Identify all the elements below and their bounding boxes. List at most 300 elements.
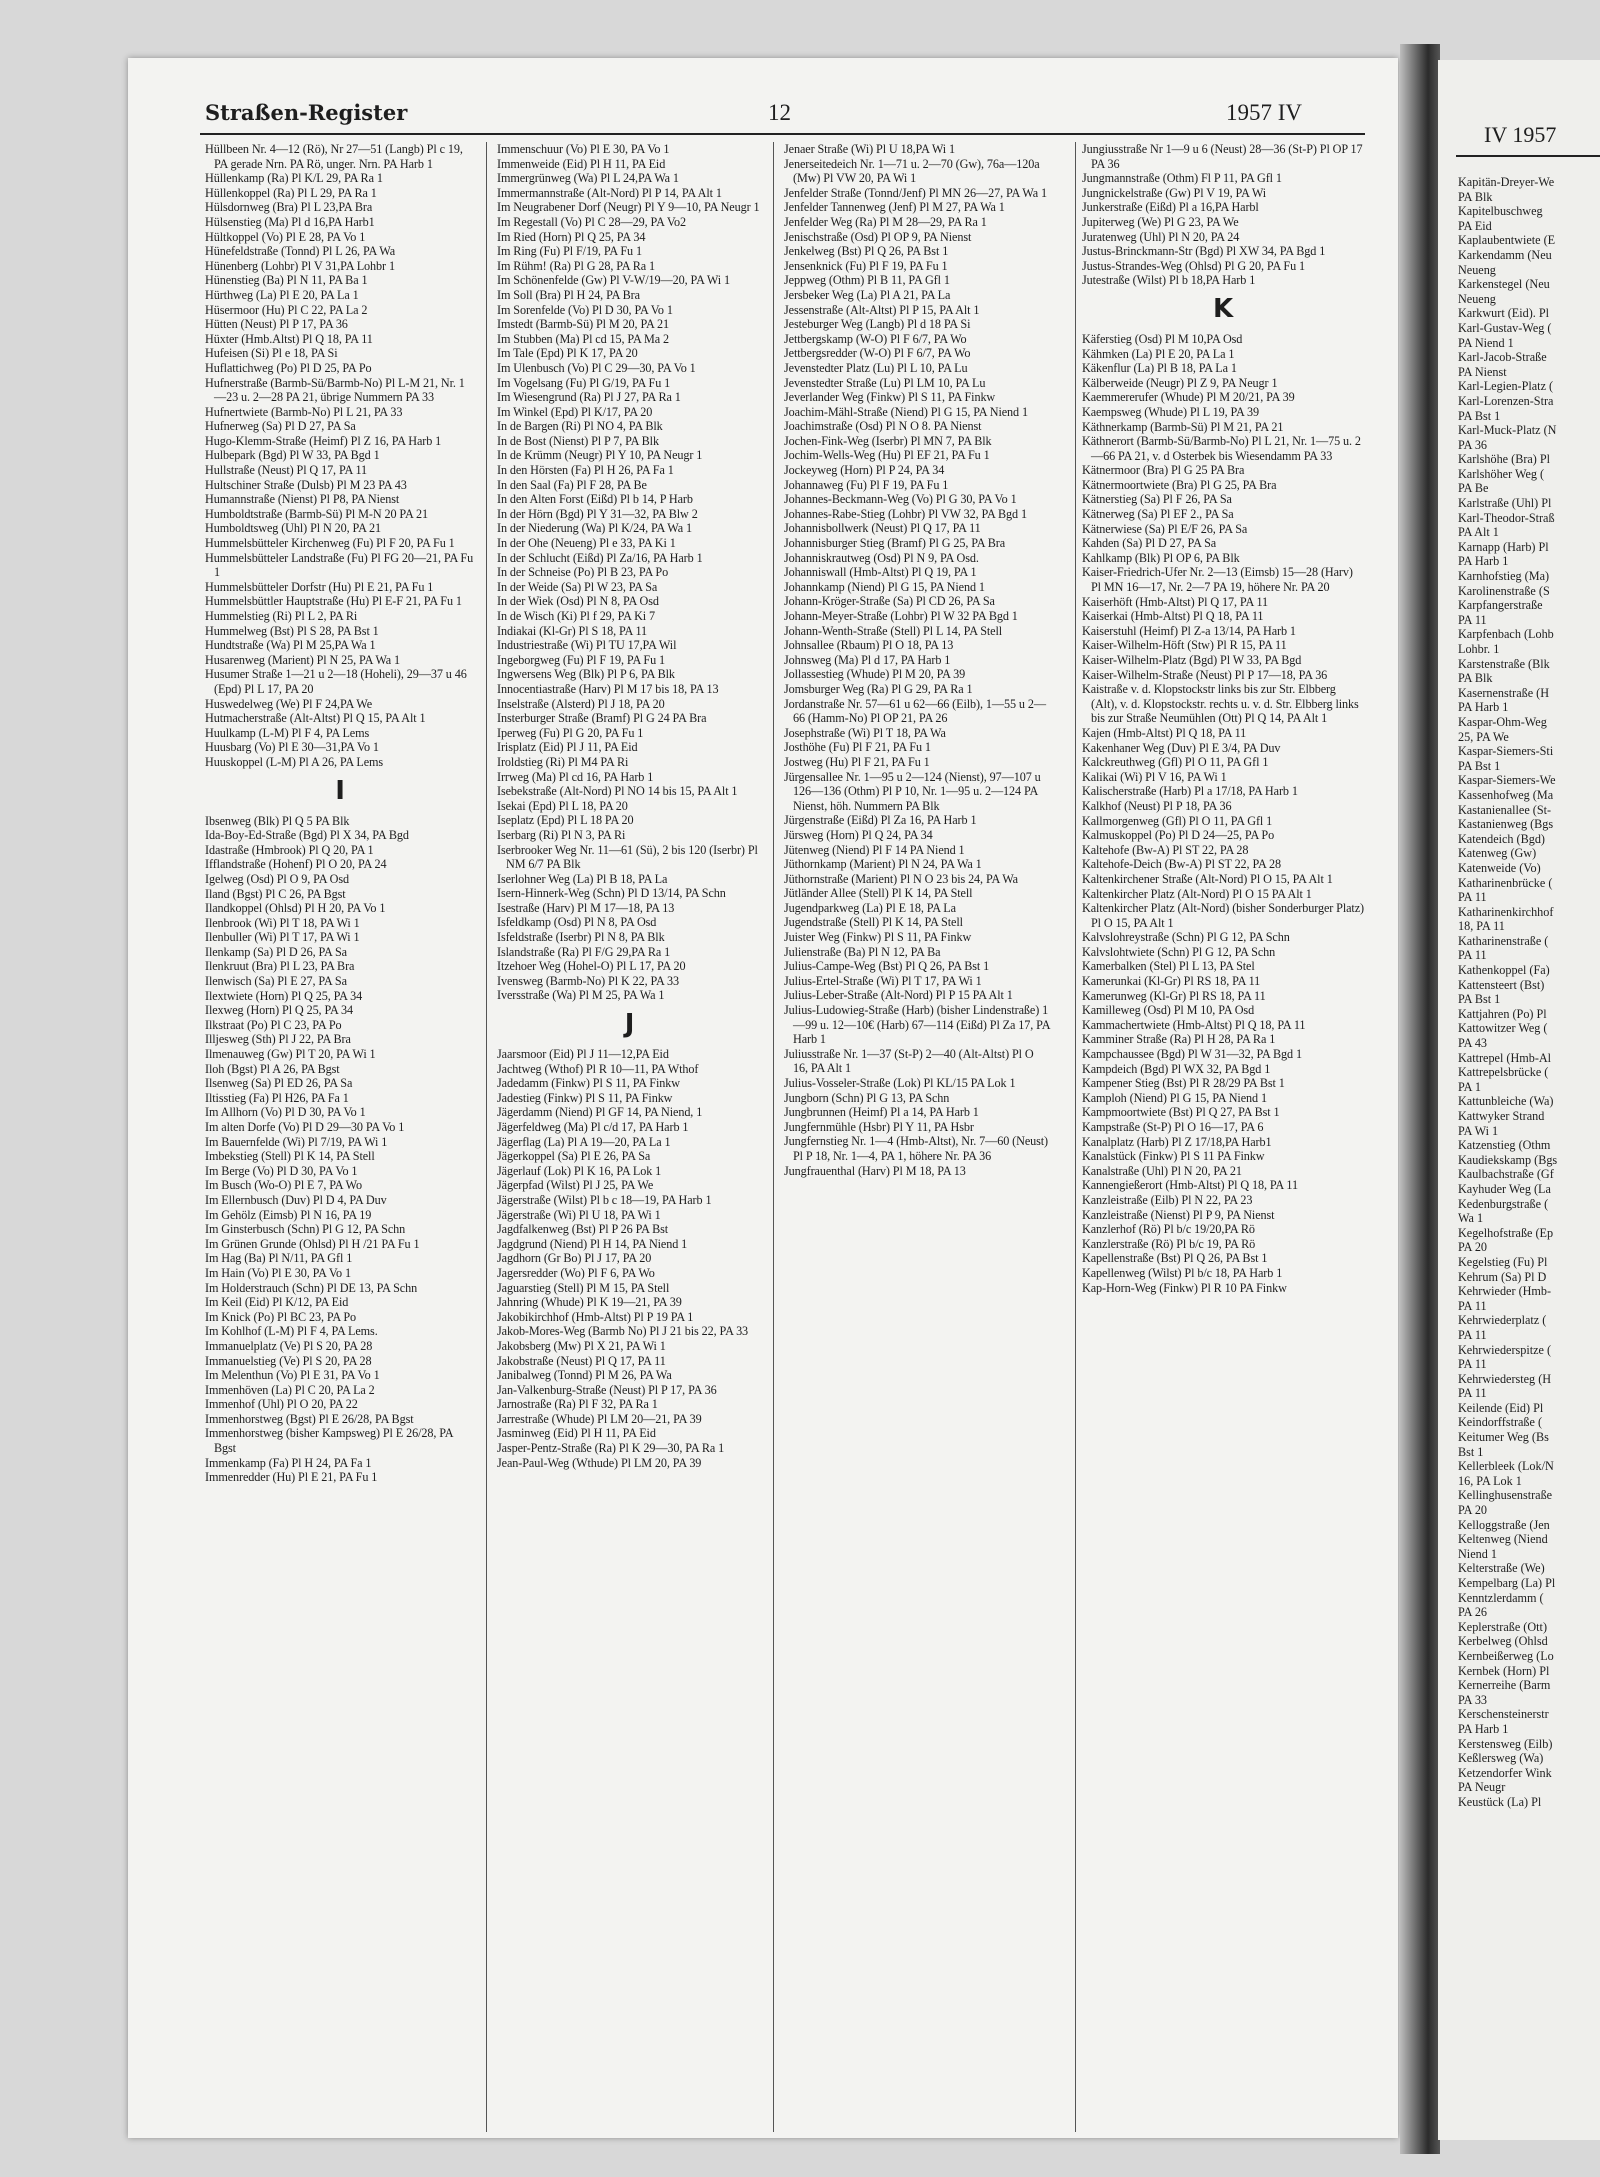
street-entry: Joachimstraße (Osd) Pl N O 8. PA Nienst <box>784 419 982 434</box>
street-entry: In de Bost (Nienst) Pl P 7, PA Blk <box>497 433 659 448</box>
street-entry-fragment: Kenntzlerdamm ( <box>1458 1590 1544 1605</box>
street-entry: Käkenflur (La) Pl B 18, PA La 1 <box>1082 361 1237 376</box>
street-entry: Huusbarg (Vo) Pl E 30—31,PA Vo 1 <box>205 740 379 755</box>
street-entry: Jenfelder Weg (Ra) Pl M 28—29, PA Ra 1 <box>784 214 987 229</box>
street-entry-fragment: PA 26 <box>1458 1605 1488 1620</box>
street-entry: Jaarsmoor (Eid) Pl J 11—12,PA Eid <box>497 1047 669 1062</box>
street-entry: Jenischstraße (Osd) Pl OP 9, PA Nienst <box>784 229 972 244</box>
street-entry: Idastraße (Hmbrook) Pl Q 20, PA 1 <box>205 842 374 857</box>
street-entry: Ilkstraat (Po) Pl C 23, PA Po <box>205 1017 342 1032</box>
street-entry: Johannisbollwerk (Neust) Pl Q 17, PA 11 <box>784 521 981 536</box>
street-entry-fragment: Keindorffstraße ( <box>1458 1415 1543 1430</box>
street-entry: Jersbeker Weg (La) Pl A 21, PA La <box>784 287 951 302</box>
street-entry: Immenschuur (Vo) Pl E 30, PA Vo 1 <box>497 142 670 156</box>
street-entry: Kaltenkircher Platz (Alt-Nord) Pl O 15 PA Alt 1 <box>1082 886 1312 901</box>
street-entry: Hullstraße (Neust) Pl Q 17, PA 11 <box>205 463 368 478</box>
street-entry: Kalkhof (Neust) Pl P 18, PA 36 <box>1082 798 1232 813</box>
street-entry: Im Hag (Ba) Pl N/11, PA Gfl 1 <box>205 1251 353 1266</box>
street-entry: Im Holderstrauch (Schn) Pl DE 13, PA Schn <box>205 1280 418 1295</box>
street-entry: Humannstraße (Nienst) Pl P8, PA Nienst <box>205 492 400 507</box>
street-entry-fragment: Kaplaubentwiete (E <box>1458 233 1556 248</box>
street-entry: Kaltenkirchener Straße (Alt-Nord) Pl O 15, PA Alt 1 <box>1082 871 1333 886</box>
street-entry: Ivensweg (Barmb-No) Pl K 22, PA 33 <box>497 973 679 988</box>
street-entry: Im Vogelsang (Fu) Pl G/19, PA Fu 1 <box>497 375 671 390</box>
street-entry-fragment: Kehrwieder (Hmb- <box>1458 1284 1552 1299</box>
street-entry: Humboldtsweg (Uhl) Pl N 20, PA 21 <box>205 521 382 536</box>
street-entry: In den Hörsten (Fa) Pl H 26, PA Fa 1 <box>497 463 674 478</box>
street-entry-fragment: Neueng <box>1458 291 1496 306</box>
street-entry: Huflattichweg (Po) Pl D 25, PA Po <box>205 360 372 375</box>
street-entry: Kätnerwiese (Sa) Pl E/F 26, PA Sa <box>1082 521 1248 536</box>
street-entry-fragment: PA 36 <box>1458 437 1488 452</box>
street-entry-fragment: Kastanienallee (St- <box>1458 802 1552 817</box>
street-entry: Kälberweide (Neugr) Pl Z 9, PA Neugr 1 <box>1082 375 1278 390</box>
street-entry: Ilexweg (Horn) Pl Q 25, PA 34 <box>205 1003 353 1018</box>
street-entry: Im Grünen Grunde (Ohlsd) Pl H /21 PA Fu 1 <box>205 1236 420 1251</box>
street-entry-fragment: Karolinenstraße (S <box>1458 583 1550 598</box>
street-entry: Igelweg (Osd) Pl O 9, PA Osd <box>205 871 350 886</box>
street-entry: In der Weide (Sa) Pl W 23, PA Sa <box>497 579 658 594</box>
street-entry: Im Sorenfelde (Vo) Pl D 30, PA Vo 1 <box>497 302 673 317</box>
street-entry: Hultschiner Straße (Dulsb) Pl M 23 PA 43 <box>205 477 407 492</box>
street-entry-fragment: Kattwyker Strand <box>1458 1109 1545 1123</box>
street-entry: Jutestraße (Wilst) Pl b 18,PA Harb 1 <box>1082 273 1256 288</box>
street-entry: Isern-Hinnerk-Weg (Schn) Pl D 13/14, PA Schn <box>497 886 726 901</box>
street-entry: Jungnickelstraße (Gw) Pl V 19, PA Wi <box>1082 185 1267 200</box>
street-entry: Kapellenweg (Wilst) Pl b/c 18, PA Harb 1 <box>1082 1265 1283 1280</box>
street-entry: Jüthornkamp (Marient) Pl N 24, PA Wa 1 <box>784 857 982 872</box>
street-entry-fragment: Keltenweg (Niend <box>1458 1532 1548 1547</box>
street-entry: Immanuelplatz (Ve) Pl S 20, PA 28 <box>205 1338 373 1353</box>
street-entry: Im Wiesengrund (Ra) Pl J 27, PA Ra 1 <box>497 390 681 405</box>
street-entry-fragment: Keßlersweg (Wa) <box>1458 1751 1544 1766</box>
street-entry-fragment: Karl-Jacob-Straße <box>1458 350 1547 365</box>
street-entry: Ilextwiete (Horn) Pl Q 25, PA 34 <box>205 988 363 1003</box>
street-entry-fragment: PA 11 <box>1458 1357 1487 1372</box>
street-entry: Jakobikirchhof (Hmb-Altst) Pl P 19 PA 1 <box>497 1309 694 1324</box>
street-entry-fragment: Kernbek (Horn) Pl <box>1458 1663 1550 1678</box>
street-entry: Kalckreuthweg (Gfl) Pl O 11, PA Gfl 1 <box>1082 755 1269 770</box>
street-entry: Imstedt (Barmb-Sü) Pl M 20, PA 21 <box>497 317 669 332</box>
street-entry: In der Ohe (Neueng) Pl e 33, PA Ki 1 <box>497 536 676 551</box>
right-page <box>1438 60 1600 2140</box>
street-entry: Hüsermoor (Hu) Pl C 22, PA La 2 <box>205 302 368 317</box>
street-entry: Jenerseitedeich Nr. 1—71 u. 2—70 (Gw), 76a—120a (Mw) Pl VW 20, PA Wi 1 <box>784 156 1040 186</box>
street-entry: Jupiterweg (We) Pl G 23, PA We <box>1082 214 1239 229</box>
street-entry: Jugendparkweg (La) Pl E 18, PA La <box>784 900 956 915</box>
column-divider <box>486 142 487 2132</box>
street-entry-fragment: PA Blk <box>1458 189 1493 204</box>
street-entry: Kanzlerstraße (Rö) Pl b/c 19, PA Rö <box>1082 1236 1256 1251</box>
street-entry-fragment: Karlstraße (Uhl) Pl <box>1458 496 1552 511</box>
street-entry: Immenkamp (Fa) Pl H 24, PA Fa 1 <box>205 1455 372 1470</box>
street-entry: Jevenstedter Straße (Lu) Pl LM 10, PA Lu <box>784 375 986 390</box>
street-entry: Johanniswall (Hmb-Altst) Pl Q 19, PA 1 <box>784 565 977 580</box>
street-entry: Hütten (Neust) Pl P 17, PA 36 <box>205 317 348 332</box>
street-entry-fragment: Kegelstieg (Fu) Pl <box>1458 1254 1548 1269</box>
street-entry: Im Ring (Fu) Pl F/19, PA Fu 1 <box>497 244 642 259</box>
street-entry: Jürgensallee Nr. 1—95 u 2—124 (Nienst), 97—107 u 126—136 (Othm) Pl P 10, Nr. 1—95 u. 2—124 PA Nienst, höh. Nummern PA Blk <box>784 769 1041 813</box>
street-entry-fragment: Ketzendorfer Wink <box>1458 1765 1552 1780</box>
street-entry-fragment: Keplerstraße (Ott) <box>1458 1619 1547 1634</box>
street-entry-fragment: Keitumer Weg (Bs <box>1458 1430 1549 1445</box>
street-entry: Iloh (Bgst) Pl A 26, PA Bgst <box>205 1061 340 1076</box>
street-entry: In de Krümm (Neugr) Pl Y 10, PA Neugr 1 <box>497 448 703 463</box>
street-entry: Kalvslohtwiete (Schn) Pl G 12, PA Schn <box>1082 944 1276 959</box>
street-entry: Ingwersens Weg (Blk) Pl P 6, PA Blk <box>497 667 675 682</box>
street-entry: Im Melenthun (Vo) Pl E 31, PA Vo 1 <box>205 1368 380 1383</box>
street-entry: Im Ellernbusch (Duv) Pl D 4, PA Duv <box>205 1192 387 1207</box>
street-entry-fragment: Karl-Lorenzen-Stra <box>1458 393 1554 408</box>
register-column-2 <box>497 142 762 1470</box>
street-entry: Joachim-Mähl-Straße (Niend) Pl G 15, PA Niend 1 <box>784 404 1028 419</box>
street-entry: Jagersredder (Wo) Pl F 6, PA Wo <box>497 1265 655 1280</box>
street-entry: Irisplatz (Eid) Pl J 11, PA Eid <box>497 740 638 755</box>
street-entry: Iroldstieg (Ri) Pl M4 PA Ri <box>497 754 629 769</box>
street-entry: Jakobsberg (Mw) Pl X 21, PA Wi 1 <box>497 1338 666 1353</box>
street-entry: In den Saal (Fa) Pl F 28, PA Be <box>497 477 647 492</box>
street-entry: In den Alten Forst (Eißd) Pl b 14, P Harb <box>497 492 693 507</box>
street-entry: Jenaer Straße (Wi) Pl U 18,PA Wi 1 <box>784 142 955 156</box>
street-entry: Jettbergskamp (W-O) Pl F 6/7, PA Wo <box>784 331 967 346</box>
street-entry: Hüllenkamp (Ra) Pl K/L 29, PA Ra 1 <box>205 171 383 186</box>
street-entry-fragment: Katharinenkirchhof <box>1458 904 1554 919</box>
street-entry: Kajen (Hmb-Altst) Pl Q 18, PA 11 <box>1082 725 1247 740</box>
street-entry: Jungborn (Schn) Pl G 13, PA Schn <box>784 1090 950 1105</box>
street-entry: Immenweide (Eid) Pl H 11, PA Eid <box>497 156 666 171</box>
street-entry: Hüllbeen Nr. 4—12 (Rö), Nr 27—51 (Langb) Pl c 19, PA gerade Nrn. PA Rö, unger. Nrn. PA Harb 1 <box>205 142 463 171</box>
column-divider <box>773 142 774 2132</box>
street-entry: Industriestraße (Wi) Pl TU 17,PA Wil <box>497 638 677 653</box>
street-entry: Jungfernmühle (Hsbr) Pl Y 11, PA Hsbr <box>784 1119 974 1134</box>
street-entry: Jägerfeldweg (Ma) Pl c/d 17, PA Harb 1 <box>497 1120 689 1134</box>
street-entry: Jagdfalkenweg (Bst) Pl P 26 PA Bst <box>497 1222 669 1237</box>
street-entry: Immermannstraße (Alt-Nord) Pl P 14, PA Alt 1 <box>497 185 722 200</box>
street-entry: Kampstraße (St-P) Pl O 16—17, PA 6 <box>1082 1120 1264 1134</box>
street-entry: Kaiserstuhl (Heimf) Pl Z-a 13/14, PA Harb 1 <box>1082 623 1296 638</box>
street-entry: Käferstieg (Osd) Pl M 10,PA Osd <box>1082 331 1243 346</box>
street-entry-fragment: PA Blk <box>1458 671 1493 686</box>
street-entry: Johannes-Beckmann-Weg (Vo) Pl G 30, PA Vo 1 <box>784 492 1017 507</box>
street-entry-fragment: Katharinenstraße ( <box>1458 933 1549 948</box>
street-entry: Jungiusstraße Nr 1—9 u 6 (Neust) 28—36 (St-P) Pl OP 17 PA 36 <box>1082 142 1363 171</box>
street-entry: Kaiser-Wilhelm-Höft (Stw) Pl R 15, PA 11 <box>1082 638 1287 653</box>
street-entry: Hummelsbüttler Hauptstraße (Hu) Pl E-F 21, PA Fu 1 <box>205 594 462 609</box>
street-entry-fragment: PA Bst 1 <box>1458 408 1501 423</box>
street-entry: Im Rühm! (Ra) Pl G 28, PA Ra 1 <box>497 258 656 273</box>
street-entry: In de Wisch (Ki) Pl f 29, PA Ki 7 <box>497 609 656 623</box>
street-entry-fragment: Kaspar-Siemers-Sti <box>1458 744 1554 759</box>
street-entry-fragment: Karstenstraße (Blk <box>1458 656 1550 671</box>
street-entry-fragment: Kedenburgstraße ( <box>1458 1196 1549 1211</box>
street-entry: Jütländer Allee (Stell) Pl K 14, PA Stell <box>784 886 973 901</box>
register-column-4 <box>1082 142 1364 1295</box>
street-entry: Jeppweg (Othm) Pl B 11, PA Gfl 1 <box>784 273 950 288</box>
street-entry: Justus-Brinckmann-Str (Bgd) Pl XW 34, PA Bgd 1 <box>1082 244 1326 259</box>
street-entry: Im Bauernfelde (Wi) Pl 7/19, PA Wi 1 <box>205 1134 388 1149</box>
street-entry-fragment: PA Wi 1 <box>1458 1123 1499 1138</box>
street-entry: Hulbepark (Bgd) Pl W 33, PA Bgd 1 <box>205 448 380 463</box>
street-entry: Hummelstieg (Ri) Pl L 2, PA Ri <box>205 609 358 623</box>
street-entry: Kampchaussee (Bgd) Pl W 31—32, PA Bgd 1 <box>1082 1047 1302 1062</box>
street-entry: Julius-Ertel-Straße (Wi) Pl T 17, PA Wi 1 <box>784 973 982 988</box>
street-entry-fragment: Kellerbleek (Lok/N <box>1458 1459 1554 1474</box>
street-entry: Iseplatz (Epd) Pl L 18 PA 20 <box>497 813 634 828</box>
street-entry: Im alten Dorfe (Vo) Pl D 29—30 PA Vo 1 <box>205 1120 405 1134</box>
street-entry: Jagdgrund (Niend) Pl H 14, PA Niend 1 <box>497 1236 688 1251</box>
street-entry: Jakobstraße (Neust) Pl Q 17, PA 11 <box>497 1353 666 1368</box>
street-entry-fragment: Kayhuder Weg (La <box>1458 1181 1551 1196</box>
street-entry: Kallmorgenweg (Gfl) Pl O 11, PA Gfl 1 <box>1082 813 1273 828</box>
street-entry-fragment: Neueng <box>1458 262 1496 277</box>
street-entry-fragment: PA Harb 1 <box>1458 1721 1509 1736</box>
street-entry: Iversstraße (Wa) Pl M 25, PA Wa 1 <box>497 988 665 1003</box>
street-entry: Käthnerkamp (Barmb-Sü) Pl M 21, PA 21 <box>1082 419 1284 434</box>
street-entry: Inselstraße (Alsterd) Pl J 18, PA 20 <box>497 696 665 711</box>
street-entry-fragment: PA Bst 1 <box>1458 758 1501 773</box>
street-entry: Ilsenweg (Sa) Pl ED 26, PA Sa <box>205 1076 353 1091</box>
street-entry-fragment: Kehrwiederplatz ( <box>1458 1313 1547 1328</box>
street-entry: Jugendstraße (Stell) Pl K 14, PA Stell <box>784 915 963 930</box>
street-entry-fragment: Keustück (La) Pl <box>1458 1794 1542 1809</box>
street-entry: Hünefeldstraße (Tonnd) Pl L 26, PA Wa <box>205 244 396 259</box>
street-entry-fragment: Kattensteert (Bst) <box>1458 977 1545 992</box>
street-entry-fragment: Wa 1 <box>1458 1211 1484 1226</box>
street-entry: Johannaweg (Fu) Pl F 19, PA Fu 1 <box>784 477 949 492</box>
street-entry: Kätnermoortwiete (Bra) Pl G 25, PA Bra <box>1082 477 1277 492</box>
street-entry: Hülsenstieg (Ma) Pl d 16,PA Harb1 <box>205 214 375 229</box>
street-entry: Julius-Ludowieg-Straße (Harb) (bisher Lindenstraße) 1—99 u. 12—10€ (Harb) 67—114 (Eißd) Pl Za 17, PA Harb 1 <box>784 1003 1050 1047</box>
street-entry-fragment: Katharinenbrücke ( <box>1458 875 1553 890</box>
street-entry: Kanzlerhof (Rö) Pl b/c 19/20,PA Rö <box>1082 1222 1255 1237</box>
street-entry-fragment: 25, PA We <box>1458 729 1509 744</box>
right-header-rule <box>1456 155 1600 157</box>
street-entry-fragment: Karkwurt (Eid). Pl <box>1458 306 1550 321</box>
street-entry: Im Gehölz (Eimsb) Pl N 16, PA 19 <box>205 1207 372 1222</box>
street-entry: Jürsweg (Horn) Pl Q 24, PA 34 <box>784 827 933 842</box>
street-entry: Im Busch (Wo-O) Pl E 7, PA Wo <box>205 1178 362 1193</box>
street-entry: Justus-Strandes-Weg (Ohlsd) Pl G 20, PA Fu 1 <box>1082 258 1306 273</box>
street-entry: Hundtstraße (Wa) Pl M 25,PA Wa 1 <box>205 638 376 653</box>
street-entry: Josthöhe (Fu) Pl F 21, PA Fu 1 <box>784 740 931 755</box>
street-entry: Immanuelstieg (Ve) Pl S 20, PA 28 <box>205 1353 372 1368</box>
street-entry-fragment: Kapitän-Dreyer-We <box>1458 175 1555 189</box>
street-entry: Isebekstraße (Alt-Nord) Pl NO 14 bis 15, PA Alt 1 <box>497 784 738 799</box>
street-entry-fragment: PA Niend 1 <box>1458 335 1514 350</box>
street-entry: Jägerstraße (Wilst) Pl b c 18—19, PA Harb 1 <box>497 1192 712 1207</box>
street-entry: Jettbergsredder (W-O) Pl F 6/7, PA Wo <box>784 346 971 361</box>
street-entry: Jean-Paul-Weg (Wthude) Pl LM 20, PA 39 <box>497 1455 702 1470</box>
book-gutter <box>1400 44 1440 2154</box>
street-entry: Kaiser-Friedrich-Ufer Nr. 2—13 (Eimsb) 15—28 (Harv) Pl MN 16—17, Nr. 2—7 PA 19, höhere Nr. PA 20 <box>1082 565 1353 595</box>
street-entry: Iland (Bgst) Pl C 26, PA Bgst <box>205 886 346 901</box>
street-entry: Ibsenweg (Blk) Pl Q 5 PA Blk <box>205 813 350 828</box>
column-divider <box>1075 142 1076 2132</box>
street-entry: Im Hain (Vo) Pl E 30, PA Vo 1 <box>205 1265 351 1280</box>
street-entry: Huswedelweg (We) Pl F 24,PA We <box>205 696 373 711</box>
street-entry: Johann-Meyer-Straße (Lohbr) Pl W 32 PA Bgd 1 <box>784 609 1018 623</box>
street-entry-fragment: Karl-Theodor-Straß <box>1458 510 1555 525</box>
street-entry: Insterburger Straße (Bramf) Pl G 24 PA Bra <box>497 711 707 726</box>
street-entry: Jütenweg (Niend) Pl F 14 PA Niend 1 <box>784 842 965 857</box>
street-entry: Im Berge (Vo) Pl D 30, PA Vo 1 <box>205 1163 358 1178</box>
street-entry: Jessenstraße (Alt-Altst) Pl P 15, PA Alt 1 <box>784 302 980 317</box>
street-entry: Ilmenauweg (Gw) Pl T 20, PA Wi 1 <box>205 1047 376 1062</box>
street-entry-fragment: Kassenhofweg (Ma <box>1458 787 1554 802</box>
street-entry: Junkerstraße (Eißd) Pl a 16,PA Harbl <box>1082 200 1259 215</box>
street-entry: Kannengießerort (Hmb-Altst) Pl Q 18, PA 11 <box>1082 1178 1298 1193</box>
street-entry: In der Schneise (Po) Pl B 23, PA Po <box>497 565 669 580</box>
street-entry-fragment: Kattowitzer Weg ( <box>1458 1021 1548 1036</box>
street-entry: Husumer Straße 1—21 u 2—18 (Hoheli), 29—37 u 46 (Epd) Pl L 17, PA 20 <box>205 667 467 696</box>
street-entry: Kampmoortwiete (Bst) Pl Q 27, PA Bst 1 <box>1082 1105 1280 1120</box>
street-entry: Kätnerweg (Sa) Pl EF 2., PA Sa <box>1082 507 1234 522</box>
street-entry: Jochen-Fink-Weg (Iserbr) Pl MN 7, PA Blk <box>784 433 992 448</box>
street-entry-fragment: Karnapp (Harb) Pl <box>1458 539 1549 554</box>
street-entry: Jevenstedter Platz (Lu) Pl L 10, PA Lu <box>784 360 968 375</box>
street-entry: Josephstraße (Wi) Pl T 18, PA Wa <box>784 725 946 740</box>
street-entry: In de Bargen (Ri) Pl NO 4, PA Blk <box>497 419 663 434</box>
street-entry: Im Keil (Eid) Pl K/12, PA Eid <box>205 1295 349 1310</box>
street-entry-fragment: 16, PA Lok 1 <box>1458 1473 1522 1488</box>
street-entry: Itzehoer Weg (Hohel-O) Pl L 17, PA 20 <box>497 959 686 974</box>
street-entry: In der Niederung (Wa) Pl K/24, PA Wa 1 <box>497 521 692 536</box>
street-entry: Julienstraße (Ba) Pl N 12, PA Ba <box>784 944 941 959</box>
street-entry-fragment: PA 11 <box>1458 1386 1487 1401</box>
street-entry: Juister Weg (Finkw) Pl S 11, PA Finkw <box>784 930 972 945</box>
street-entry-fragment: PA 1 <box>1458 1079 1481 1094</box>
page-number: 12 <box>768 100 791 125</box>
street-entry: Jomsburger Weg (Ra) Pl G 29, PA Ra 1 <box>784 681 973 696</box>
street-entry: Im Tale (Epd) Pl K 17, PA 20 <box>497 346 638 361</box>
street-entry: Immenhöven (La) Pl C 20, PA La 2 <box>205 1382 375 1397</box>
street-entry: Im Allhorn (Vo) Pl D 30, PA Vo 1 <box>205 1105 366 1120</box>
street-entry: In der Wiek (Osd) Pl N 8, PA Osd <box>497 594 659 609</box>
street-entry: Kaiserkai (Hmb-Altst) Pl Q 18, PA 11 <box>1082 609 1264 624</box>
street-entry-fragment: Katzenstieg (Othm <box>1458 1138 1551 1153</box>
street-entry: Hufeisen (Si) Pl e 18, PA Si <box>205 346 338 361</box>
street-entry: In der Schlucht (Eißd) Pl Za/16, PA Harb 1 <box>497 550 703 565</box>
street-entry: Im Neugrabener Dorf (Neugr) Pl Y 9—10, PA Neugr 1 <box>497 200 760 215</box>
street-entry-fragment: Kathenkoppel (Fa) <box>1458 963 1550 978</box>
street-entry: Kaltehofe (Bw-A) Pl ST 22, PA 28 <box>1082 842 1249 857</box>
street-entry-fragment: Kasernenstraße (H <box>1458 685 1550 700</box>
street-entry-fragment: PA 11 <box>1458 1327 1487 1342</box>
street-entry: Indiakai (Kl-Gr) Pl S 18, PA 11 <box>497 623 648 638</box>
section-letter: I <box>335 775 345 806</box>
street-entry: Jordanstraße Nr. 57—61 u 62—66 (Eilb), 1—55 u 2—66 (Hamm-No) Pl OP 21, PA 26 <box>784 696 1046 726</box>
street-entry-fragment: 18, PA 11 <box>1458 919 1505 934</box>
street-entry: Kamminer Straße (Ra) Pl H 28, PA Ra 1 <box>1082 1032 1276 1047</box>
street-entry: Juratenweg (Uhl) Pl N 20, PA 24 <box>1082 229 1240 244</box>
street-entry: Hüxter (Hmb.Altst) Pl Q 18, PA 11 <box>205 331 373 346</box>
street-entry: Hülsdornweg (Bra) Pl L 23,PA Bra <box>205 200 373 215</box>
street-entry: Immenhorstweg (Bgst) Pl E 26/28, PA Bgst <box>205 1411 414 1426</box>
street-entry: Kap-Horn-Weg (Finkw) Pl R 10 PA Finkw <box>1082 1280 1287 1295</box>
street-entry: Julius-Campe-Weg (Bst) Pl Q 26, PA Bst 1 <box>784 959 990 974</box>
street-entry: Hutmacherstraße (Alt-Altst) Pl Q 15, PA Alt 1 <box>205 711 426 726</box>
street-entry: Jensenknick (Fu) Pl F 19, PA Fu 1 <box>784 258 948 273</box>
street-entry: Iserlohner Weg (La) Pl B 18, PA La <box>497 871 668 886</box>
street-entry: Jungbrunnen (Heimf) Pl a 14, PA Harb 1 <box>784 1105 979 1120</box>
street-entry: Ilenbuller (Wi) Pl T 17, PA Wi 1 <box>205 930 360 945</box>
street-entry-fragment: PA Bst 1 <box>1458 992 1501 1007</box>
section-letter: K <box>1212 293 1234 324</box>
street-entry-fragment: Kattunbleiche (Wa) <box>1458 1094 1554 1109</box>
street-entry: Jüthornstraße (Marient) Pl N O 23 bis 24, PA Wa <box>784 871 1018 886</box>
street-entry-fragment: PA Harb 1 <box>1458 700 1509 715</box>
street-entry: Käthnerort (Barmb-Sü/Barmb-No) Pl L 21, Nr. 1—75 u. 2—66 PA 21, v. d Osterbek bis Wiesendamm PA 33 <box>1082 434 1361 463</box>
street-entry-fragment: Bst 1 <box>1458 1444 1484 1459</box>
street-entry: Kakenhaner Weg (Duv) Pl E 3/4, PA Duv <box>1082 740 1281 755</box>
street-entry: Jeverlander Weg (Finkw) Pl S 11, PA Finkw <box>784 390 996 405</box>
street-entry-fragment: Karl-Legien-Platz ( <box>1458 379 1554 394</box>
street-entry-fragment: PA 11 <box>1458 1298 1487 1313</box>
street-entry: Im Winkel (Epd) Pl K/17, PA 20 <box>497 404 653 419</box>
street-entry: Johannes-Rabe-Stieg (Lohbr) Pl VW 32, PA Bgd 1 <box>784 506 1027 521</box>
street-entry: Johnsweg (Ma) Pl d 17, PA Harb 1 <box>784 652 951 667</box>
street-entry-fragment: PA 33 <box>1458 1692 1488 1707</box>
street-entry: Kamploh (Niend) Pl G 15, PA Niend 1 <box>1082 1090 1267 1105</box>
street-entry-fragment: PA Neugr <box>1458 1780 1506 1795</box>
street-entry: Irrweg (Ma) Pl cd 16, PA Harb 1 <box>497 769 654 784</box>
street-entry-fragment: Karpfenbach (Lohb <box>1458 627 1554 642</box>
street-entry: Kanalplatz (Harb) Pl Z 17/18,PA Harb1 <box>1082 1134 1272 1149</box>
street-entry-fragment: Kaspar-Ohm-Weg <box>1458 714 1547 729</box>
street-entry: Kammachertwiete (Hmb-Altst) Pl Q 18, PA 11 <box>1082 1017 1306 1032</box>
street-entry-fragment: Karl-Gustav-Weg ( <box>1458 320 1552 335</box>
street-entry: Jägerlauf (Lok) Pl K 16, PA Lok 1 <box>497 1163 662 1178</box>
street-entry-fragment: Kelterstraße (We) <box>1458 1561 1545 1576</box>
street-entry: Kalmuskoppel (Po) Pl D 24—25, PA Po <box>1082 828 1275 843</box>
street-entry: Jungfrauenthal (Harv) Pl M 18, PA 13 <box>784 1163 966 1178</box>
street-entry-fragment: PA 43 <box>1458 1036 1488 1051</box>
street-entry-fragment: Kehrwiedersteg (H <box>1458 1371 1552 1386</box>
street-entry: Kampdeich (Bgd) Pl WX 32, PA Bgd 1 <box>1082 1061 1271 1076</box>
street-entry-fragment: PA 11 <box>1458 890 1487 905</box>
street-entry-fragment: Karl-Muck-Platz (N <box>1458 423 1557 438</box>
street-entry: Kanalstück (Finkw) Pl S 11 PA Finkw <box>1082 1149 1265 1164</box>
street-entry-fragment: PA 11 <box>1458 948 1487 963</box>
street-entry: Kanalstraße (Uhl) Pl N 20, PA 21 <box>1082 1163 1242 1178</box>
street-entry: Jungmannstraße (Othm) Fl P 11, PA Gfl 1 <box>1082 171 1282 186</box>
street-entry: Jenkelweg (Bst) Pl Q 26, PA Bst 1 <box>784 244 949 259</box>
street-entry-fragment: PA Harb 1 <box>1458 554 1509 569</box>
street-entry: Kamerbalken (Stel) Pl L 13, PA Stel <box>1082 959 1255 974</box>
street-entry-fragment: Kerbelweg (Ohlsd <box>1458 1634 1548 1649</box>
street-entry-fragment: Kattrepelsbrücke ( <box>1458 1065 1549 1080</box>
street-entry: Hürthweg (La) Pl E 20, PA La 1 <box>205 287 359 302</box>
street-entry: Hummelsbütteler Landstraße (Fu) Pl FG 20—21, PA Fu 1 <box>205 550 474 580</box>
street-entry: Kaiser-Wilhelm-Straße (Neust) Pl P 17—18, PA 36 <box>1082 667 1328 682</box>
street-entry: Ida-Boy-Ed-Straße (Bgd) Pl X 34, PA Bgd <box>205 828 409 843</box>
register-column-1 <box>205 142 475 1485</box>
street-entry-fragment: Katendeich (Bgd) <box>1458 831 1545 846</box>
street-entry: Kaistraße v. d. Klopstockstr links bis zur Str. Elbberg (Alt), v. d. Klopstockstr. rechts u. v. d. Str. Elbberg links bis zur Straße Neumühlen (Ott) Pl Q 14, PA Alt 1 <box>1082 682 1359 726</box>
street-entry: Kätnermoor (Bra) Pl G 25 PA Bra <box>1082 463 1245 478</box>
street-entry: Iserbrooker Weg Nr. 11—61 (Sü), 2 bis 120 (Iserbr) Pl NM 6/7 PA Blk <box>497 842 758 872</box>
street-entry: Isekai (Epd) Pl L 18, PA 20 <box>497 798 628 813</box>
street-entry: Hugo-Klemm-Straße (Heimf) Pl Z 16, PA Harb 1 <box>205 433 442 448</box>
right-page-column <box>1458 175 1557 1810</box>
street-entry: Iltisstieg (Fa) Pl H26, PA Fa 1 <box>205 1090 349 1105</box>
street-entry: Isfeldkamp (Osd) Pl N 8, PA Osd <box>497 915 657 930</box>
street-entry: Juliusstraße Nr. 1—37 (St-P) 2—40 (Alt-Altst) Pl O 16, PA Alt 1 <box>784 1046 1034 1076</box>
street-entry-fragment: Karkendamm (Neu <box>1458 247 1552 262</box>
street-entry: In der Hörn (Bgd) Pl Y 31—32, PA Blw 2 <box>497 506 698 521</box>
street-entry: Husarenweg (Marient) Pl N 25, PA Wa 1 <box>205 652 401 667</box>
street-entry: Kaemmererufer (Whude) Pl M 20/21, PA 39 <box>1082 390 1295 405</box>
